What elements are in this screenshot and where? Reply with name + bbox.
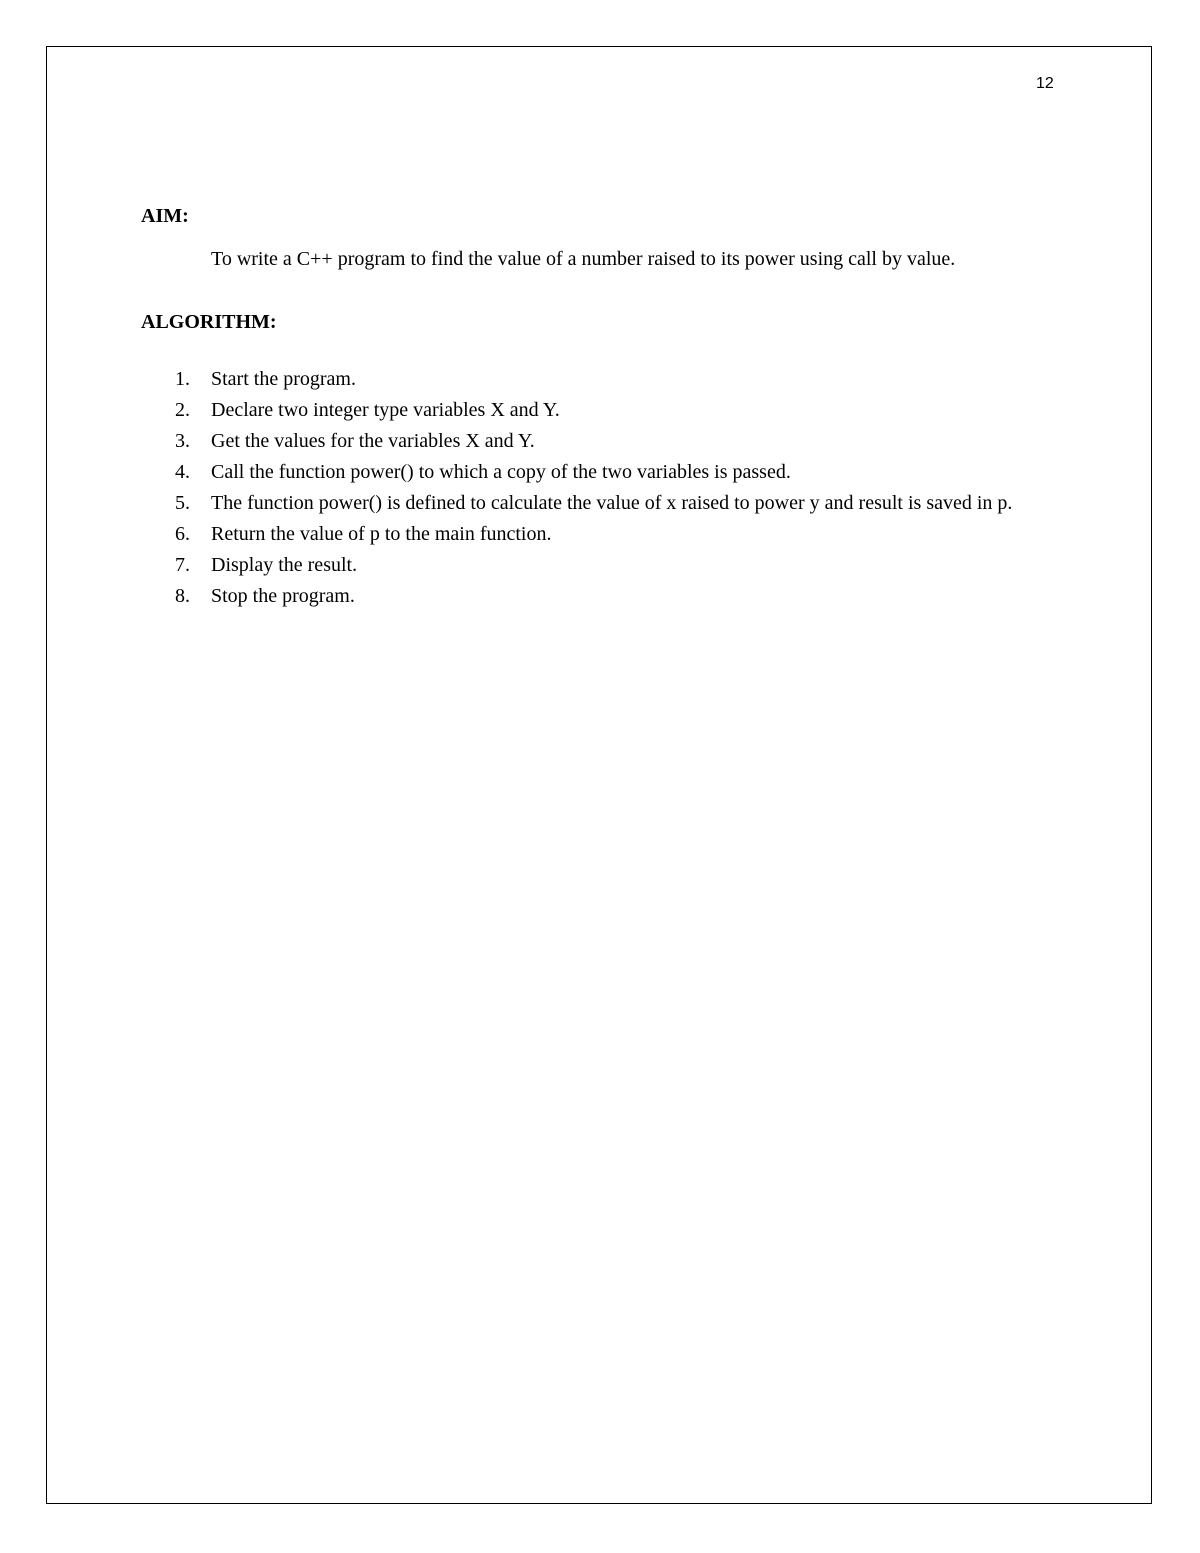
step-number: 4. — [175, 461, 190, 483]
document-body — [141, 204, 1059, 612]
algorithm-step — [141, 488, 1059, 519]
algorithm-step — [141, 395, 1059, 426]
step-number: 6. — [175, 523, 190, 545]
step-number: 1. — [175, 368, 190, 390]
algorithm-step — [141, 581, 1059, 612]
algorithm-step — [141, 519, 1059, 550]
step-text: Return the value of p to the main function. — [211, 523, 552, 545]
step-number: 3. — [175, 430, 190, 452]
step-text: Get the values for the variables X and Y. — [211, 430, 535, 452]
step-text: The function power() is defined to calculate the value of x raised to power y and result is saved in p. — [211, 492, 1013, 514]
algorithm-step — [141, 457, 1059, 488]
algorithm-step — [141, 364, 1059, 395]
algorithm-step — [141, 550, 1059, 581]
step-number: 5. — [175, 492, 190, 514]
aim-text: To write a C++ program to find the value of a number raised to its power using call by value. — [211, 248, 956, 270]
step-text: Start the program. — [211, 368, 356, 390]
step-text: Display the result. — [211, 554, 358, 576]
page-number: 12 — [1036, 75, 1054, 92]
step-text: Call the function power() to which a copy of the two variables is passed. — [211, 461, 791, 483]
step-text: Declare two integer type variables X and Y. — [211, 399, 560, 421]
algorithm-steps — [141, 364, 1059, 612]
step-text: Stop the program. — [211, 585, 355, 607]
algorithm-step — [141, 426, 1059, 457]
step-number: 8. — [175, 585, 190, 607]
aim-heading: AIM: — [141, 205, 189, 227]
algorithm-heading: ALGORITHM: — [141, 311, 277, 333]
step-number: 2. — [175, 399, 190, 421]
step-number: 7. — [175, 554, 190, 576]
